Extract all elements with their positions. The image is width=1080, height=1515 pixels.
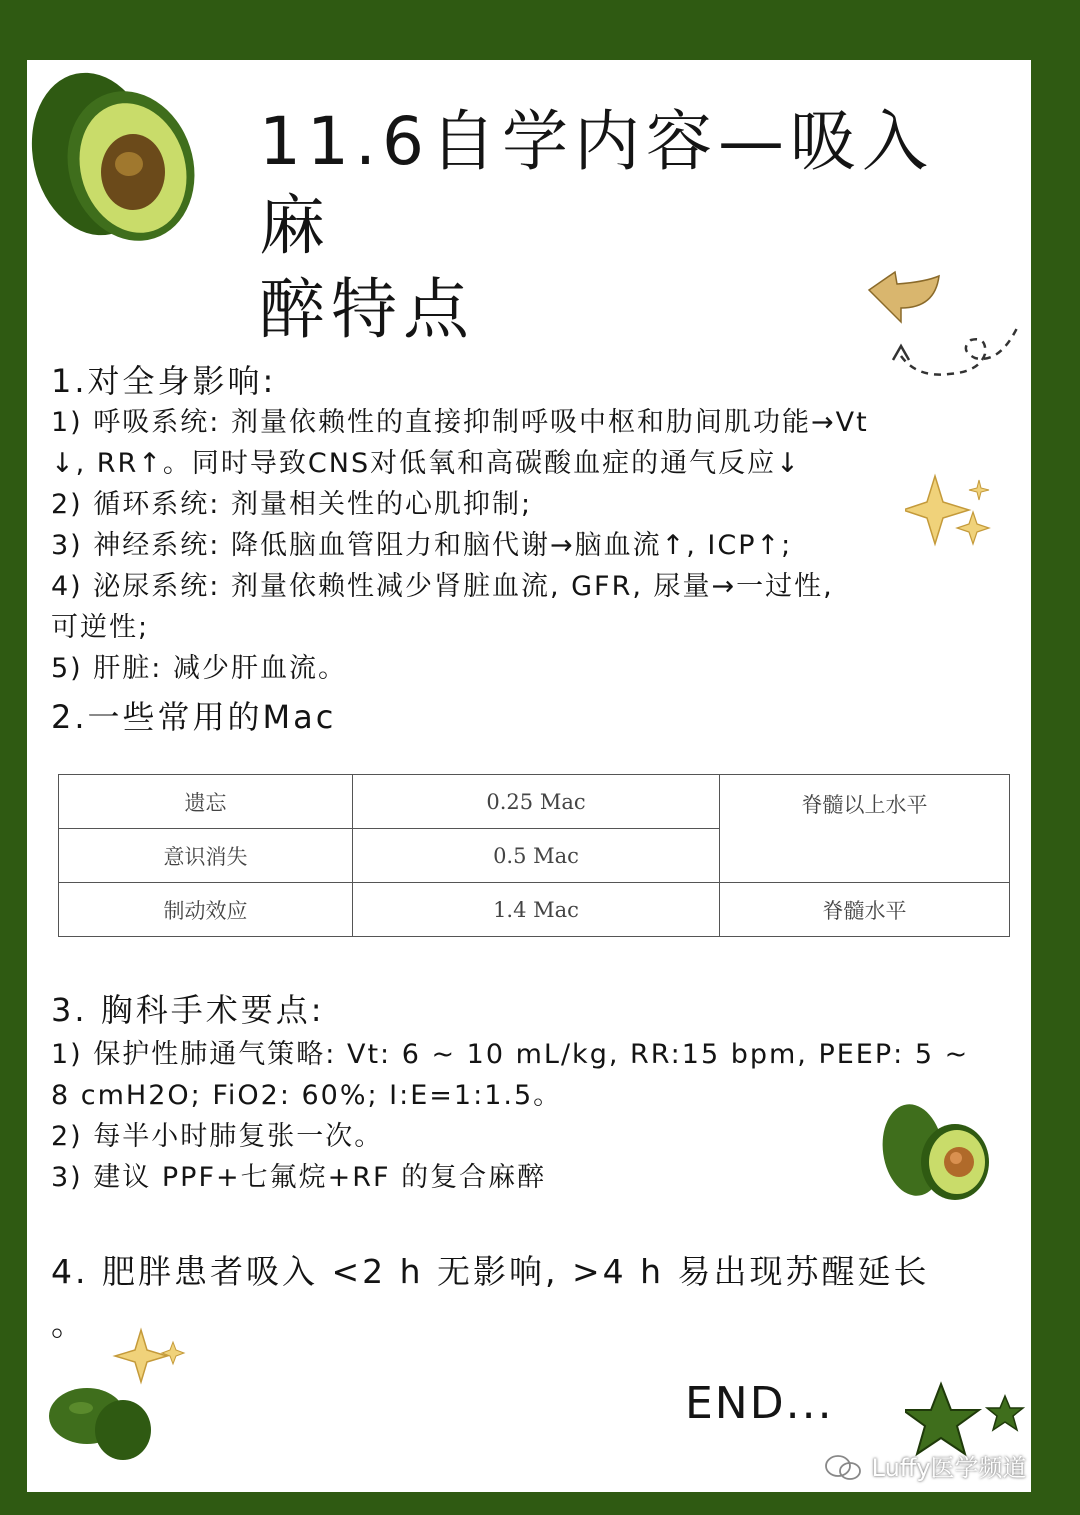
table-cell-effect: 制动效应	[59, 883, 353, 937]
watermark	[824, 1448, 1027, 1483]
table-cell-mac: 0.25 Mac	[353, 775, 720, 829]
section-1-line: 可逆性;	[51, 612, 150, 643]
title-line-1: 11.6自学内容—吸入麻	[259, 103, 934, 264]
section-1-heading: 1.对全身影响:	[51, 362, 277, 400]
section-3-line: 3) 建议 PPF+七氟烷+RF 的复合麻醉	[51, 1162, 547, 1193]
section-1-line: 5) 肝脏: 减少肝血流。	[51, 653, 347, 684]
title-line-2: 醉特点	[259, 271, 475, 348]
curved-arrow-icon	[865, 268, 945, 328]
table-cell-level: 脊髓以上水平	[720, 775, 1010, 883]
table-cell-level: 脊髓水平	[720, 883, 1010, 937]
section-4-line: 。	[51, 1304, 87, 1343]
end-text: END...	[685, 1378, 834, 1429]
section-4-line: 4. 肥胖患者吸入 <2 h 无影响, >4 h 易出现苏醒延长	[51, 1252, 930, 1291]
sparkle-icon	[109, 1326, 189, 1386]
sparkle-icon	[905, 472, 995, 552]
section-3-heading: 3. 胸科手术要点:	[51, 991, 325, 1029]
section-1-line: ↓, RR↑。同时导致CNS对低氧和高碳酸血症的通气反应↓	[51, 448, 801, 479]
section-3-line: 1) 保护性肺通气策略: Vt: 6 ~ 10 mL/kg, RR:15 bpm, PEEP: 5 ~	[51, 1039, 970, 1070]
table-cell-effect: 遗忘	[59, 775, 353, 829]
table-cell-mac: 0.5 Mac	[353, 829, 720, 883]
section-1-line: 4) 泌尿系统: 剂量依赖性减少肾脏血流, GFR, 尿量→一过性,	[51, 571, 834, 602]
dashed-loop-arrow-icon	[889, 320, 1024, 380]
avocado-whole-icon	[47, 1380, 157, 1465]
mac-table	[58, 774, 1010, 937]
wechat-icon	[824, 1454, 872, 1482]
section-1-line: 2) 循环系统: 剂量相关性的心肌抑制;	[51, 489, 533, 520]
section-1-line: 1) 呼吸系统: 剂量依赖性的直接抑制呼吸中枢和肋间肌功能→Vt	[51, 407, 869, 438]
document-page	[27, 60, 1031, 1492]
table-cell-mac: 1.4 Mac	[353, 883, 720, 937]
avocado-small-icon	[879, 1100, 994, 1205]
watermark-text: Luffy医学频道	[871, 1454, 1027, 1482]
section-3-line: 2) 每半小时肺复张一次。	[51, 1121, 384, 1152]
section-3-line: 8 cmH2O; FiO2: 60%; I:E=1:1.5。	[51, 1080, 563, 1111]
table-cell-effect: 意识消失	[59, 829, 353, 883]
section-1-line: 3) 神经系统: 降低脑血管阻力和脑代谢→脑血流↑, ICP↑;	[51, 530, 793, 561]
section-2-heading: 2.一些常用的Mac	[51, 698, 337, 736]
table-row	[59, 883, 1010, 937]
avocado-half-icon	[27, 66, 201, 246]
table-row	[59, 775, 1010, 829]
